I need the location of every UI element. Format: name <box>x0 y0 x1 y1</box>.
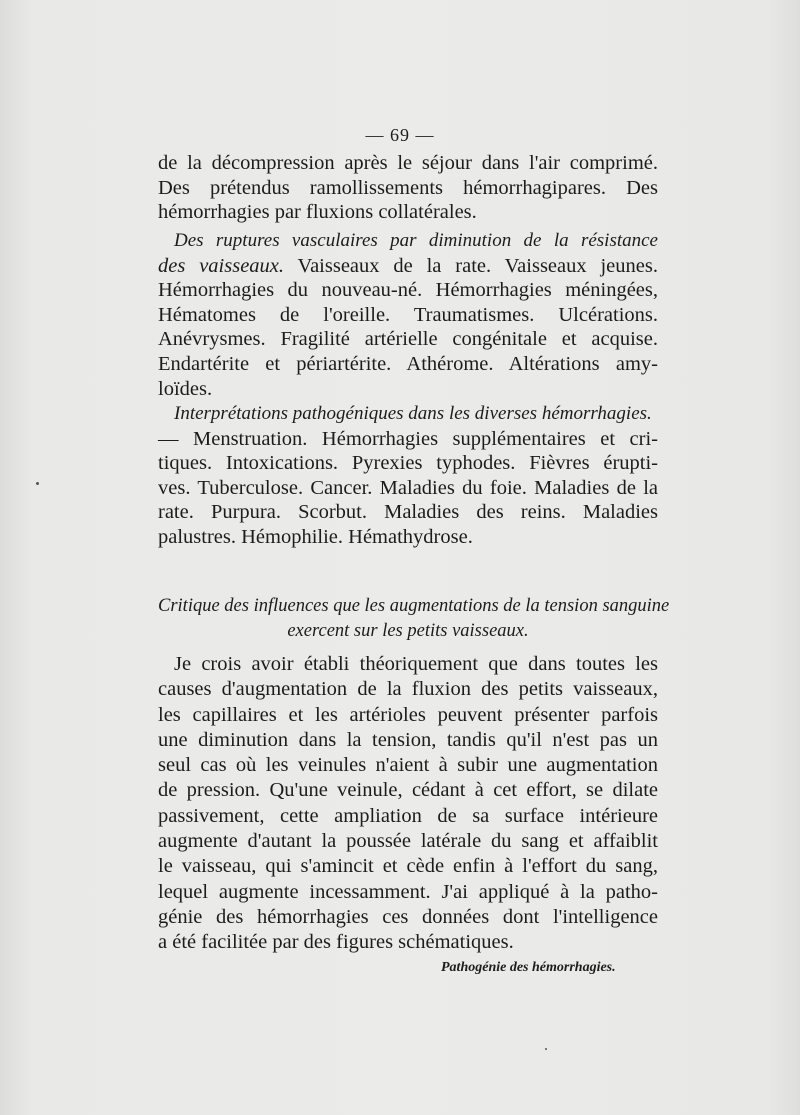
text-block-ruptures <box>158 229 658 401</box>
italic-lead: des vaisseaux. <box>158 254 285 277</box>
italic-heading-line: Des ruptures vasculaires par diminution de la résistance <box>174 230 658 251</box>
paragraph-line: seul cas où les veinules n'aient à subir une augmentation <box>158 754 658 777</box>
paragraph-line: de pression. Qu'une veinule, cédant à cet effort, se dilate <box>158 779 658 802</box>
paragraph-line: augmente d'autant la poussée latérale du sang et affaiblit <box>158 830 658 853</box>
text-rest: Vaisseaux de la rate. Vaisseaux jeunes. <box>284 254 658 277</box>
paragraph-line: le vaisseau, qui s'amincit et cède enfin à l'effort du sang, <box>158 855 658 878</box>
section-title-line-1: Critique des influences que les augmentations de la tension sanguine <box>158 596 670 616</box>
paragraph-line: génie des hémorrhagies ces données dont l'intelligence <box>158 905 658 928</box>
text-line-mixed <box>158 254 658 279</box>
text-line: palustres. Hémophilie. Hémathydrose. <box>158 525 473 548</box>
text-line: ves. Tuberculose. Cancer. Maladies du foie. Maladies de la <box>158 476 658 499</box>
text-line: Hématomes de l'oreille. Traumatismes. Ulcérations. <box>158 303 658 326</box>
text-line: Anévrysmes. Fragilité artérielle congénitale et acquise. <box>158 328 658 351</box>
paragraph-line: Je crois avoir établi théoriquement que dans toutes les <box>174 653 658 675</box>
text-line: hémorrhagies par fluxions collatérales. <box>158 201 477 224</box>
running-footer-caption: Pathogénie des hémorrhagies. <box>441 960 616 975</box>
text-line: Des prétendus ramollissements hémorrhagipares. Des <box>158 176 658 199</box>
text-line: loïdes. <box>158 377 213 400</box>
paragraph-line: a été facilitée par des figures schématiques. <box>158 931 514 954</box>
italic-heading-line: Interprétations pathogéniques dans les diverses hémorrhagies. <box>174 403 652 424</box>
text-line: rate. Purpura. Scorbut. Maladies des reins. Maladies <box>158 501 658 524</box>
text-line: — Menstruation. Hémorrhagies supplémentaires et cri- <box>158 427 658 450</box>
section-title <box>158 594 670 644</box>
paragraph-line: causes d'augmentation de la fluxion des petits vaisseaux, <box>158 678 658 701</box>
paper-speck <box>36 482 39 485</box>
paper-speck <box>545 1048 547 1050</box>
paragraph-line: les capillaires et les artérioles peuvent présenter parfois <box>158 703 658 726</box>
text-line: de la décompression après le séjour dans l'air comprimé. <box>158 152 658 174</box>
paragraph-line: une diminution dans la tension, tandis qu'il n'est pas un <box>158 728 658 751</box>
paragraph-line: lequel augmente incessamment. J'ai appliqué à la patho- <box>158 880 658 903</box>
text-line: tiques. Intoxications. Pyrexies typhodes. Fièvres érupti- <box>158 452 658 475</box>
section-title-line-2: exercent sur les petits vaisseaux. <box>287 621 529 641</box>
text-block-interpretations <box>158 402 658 550</box>
text-block-intro <box>158 151 658 225</box>
page-number: — 69 — <box>365 125 435 145</box>
text-line: Hémorrhagies du nouveau-né. Hémorrhagies méningées, <box>158 279 658 302</box>
text-line: Endartérite et périartérite. Athérome. Altérations amy- <box>158 352 658 375</box>
paragraph-line: passivement, cette ampliation de sa surface intérieure <box>158 804 658 827</box>
paragraph-main <box>158 652 658 956</box>
